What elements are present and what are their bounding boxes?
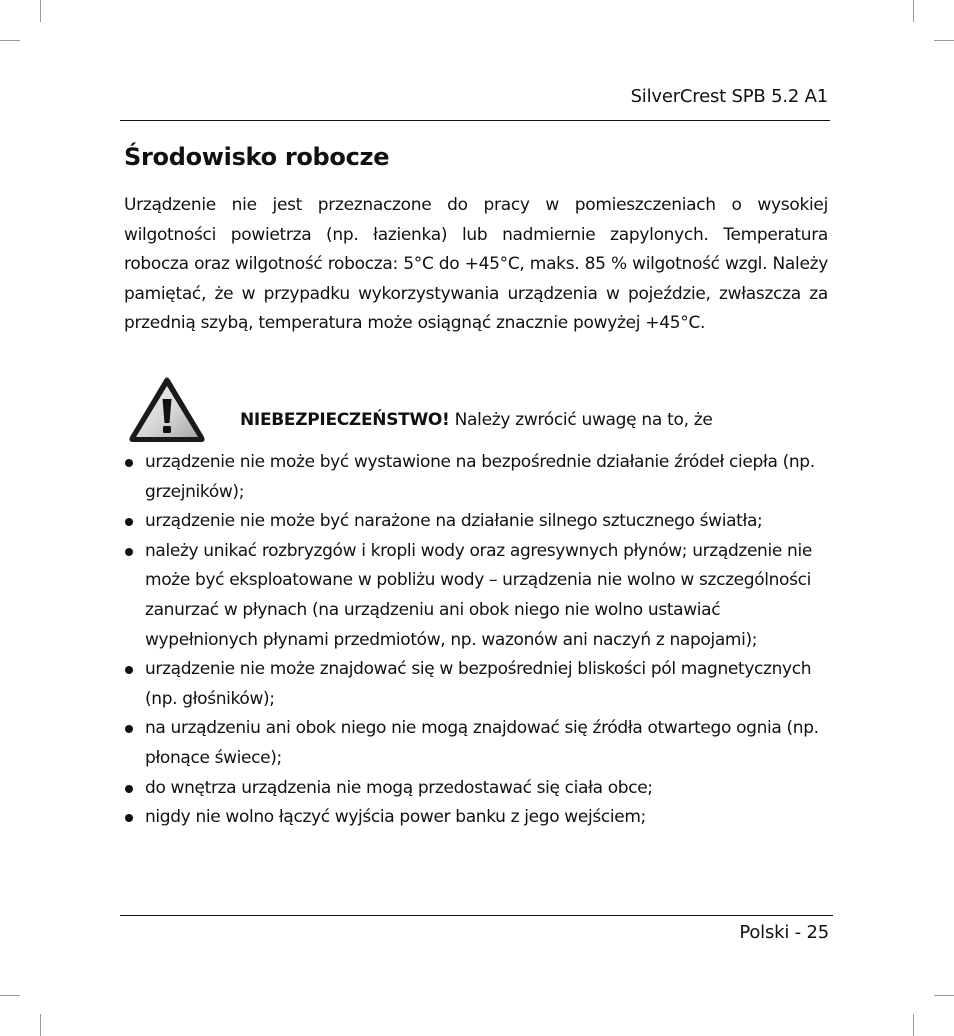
list-item-text: na urządzeniu ani obok niego nie mogą znajdować się źródła otwartego ognia (np. płonące świece);: [145, 718, 819, 768]
section-title: Środowisko robocze: [124, 143, 390, 171]
warning-text: Należy zwrócić uwagę na to, że: [454, 410, 713, 430]
bullet-icon: [125, 548, 133, 556]
warning-statement: [240, 410, 713, 430]
crop-mark: [934, 40, 954, 41]
crop-mark: [913, 1014, 914, 1036]
bullet-icon: [125, 459, 133, 467]
list-item: [124, 714, 834, 773]
list-item-text: urządzenie nie może być wystawione na bezpośrednie działanie źródeł ciepła (np. grzejników);: [145, 452, 815, 502]
list-item: [124, 655, 834, 714]
footer-rule: [120, 915, 833, 916]
bullet-icon: [125, 814, 133, 822]
warning-bullet-list: [124, 448, 834, 833]
list-item: [124, 507, 834, 537]
list-item-text: nigdy nie wolno łączyć wyjścia power banku z jego wejściem;: [145, 807, 646, 828]
bullet-icon: [125, 725, 133, 733]
list-item-text: urządzenie nie może znajdować się w bezpośredniej bliskości pól magnetycznych (np. głośników);: [145, 659, 812, 709]
crop-mark: [934, 995, 954, 996]
crop-mark: [0, 995, 20, 996]
section-paragraph: Urządzenie nie jest przeznaczone do pracy w pomieszczeniach o wysokiej wilgotności powietrza (np. łazienka) lub nadmiernie zapylonych. Temperatura robocza oraz wilgotność robocza: 5°C do +45°C, maks. 85 % wilgotność wzgl. Należy pamiętać, że w przypadku wykorzystywania urządzenia w pojeździe, zwłaszcza za przednią szybą, temperatura może osiągnąć znacznie powyżej +45°C.: [124, 195, 828, 334]
list-item: [124, 537, 834, 655]
bullet-icon: [125, 666, 133, 674]
bullet-icon: [125, 518, 133, 526]
crop-mark: [40, 1014, 41, 1036]
crop-mark: [40, 0, 41, 22]
list-item-text: do wnętrza urządzenia nie mogą przedostawać się ciała obce;: [145, 777, 653, 798]
warning-triangle-icon: [127, 375, 207, 445]
crop-mark: [913, 0, 914, 22]
list-item: [124, 774, 834, 804]
crop-mark: [0, 40, 20, 41]
page-number: Polski - 25: [739, 922, 829, 943]
list-item: [124, 448, 834, 507]
warning-label: NIEBEZPIECZEŃSTWO!: [240, 410, 450, 430]
list-item-text: należy unikać rozbryzgów i kropli wody oraz agresywnych płynów; urządzenie nie może być eksploatowane w pobliżu wody – urządzenia nie wolno w szczególności zanurzać w płynach (na urządzeniu ani obok niego nie wolno ustawiać wypełnionych płynami przedmiotów, np. wazonów ani naczyń z napojami);: [145, 540, 812, 650]
bullet-icon: [125, 785, 133, 793]
list-item: [124, 803, 834, 833]
header-rule: [120, 120, 830, 121]
running-header: SilverCrest SPB 5.2 A1: [630, 86, 828, 107]
list-item-text: urządzenie nie może być narażone na działanie silnego sztucznego światła;: [145, 511, 763, 532]
